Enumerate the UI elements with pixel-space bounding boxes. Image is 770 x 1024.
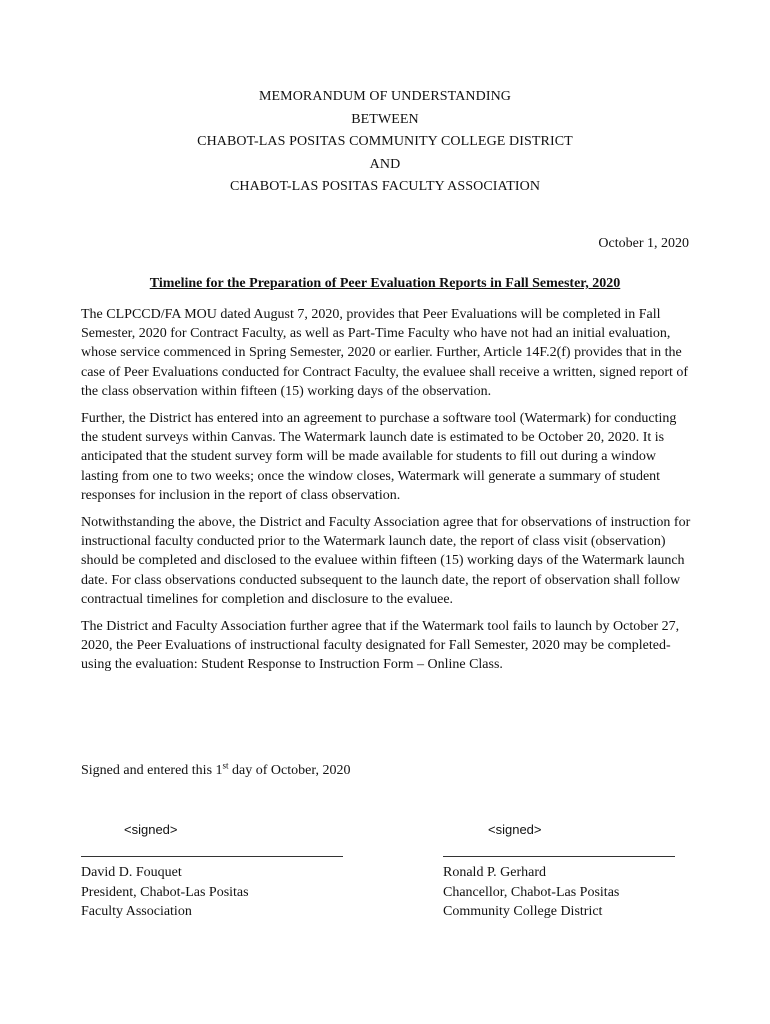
- signed-statement-ordinal: st: [222, 760, 229, 771]
- signatory-title: President, Chabot-Las Positas: [81, 884, 249, 900]
- signed-statement-suffix: day of October, 2020: [228, 763, 351, 778]
- body-paragraph: The CLPCCD/FA MOU dated August 7, 2020, provides that Peer Evaluations will be completed in Fall Semester, 2020 for Contract Faculty, as well as Part-Time Faculty who have not had an initial evaluation, whose service commenced in Spring Semester, 2020 or earlier. Further, Article 14F.2(f) provides that in the case of Peer Evaluations conducted for Contract Faculty, the evaluee shall receive a written, signed report of the class observation within fifteen (15) working days of the observation.: [81, 307, 689, 399]
- signature-block-left: [81, 822, 346, 922]
- header-line-district: CHABOT-LAS POSITAS COMMUNITY COLLEGE DISTRICT: [197, 134, 573, 149]
- signature-line: [443, 856, 675, 857]
- memo-body: [81, 305, 691, 675]
- signature-mark: <signed>: [488, 822, 542, 837]
- memo-date: October 1, 2020: [598, 236, 689, 251]
- body-paragraph: The District and Faculty Association further agree that if the Watermark tool fails to launch by October 27, 2020, the Peer Evaluations of instructional faculty designated for Fall Semester, 2020 may be completed-using the evaluation: Student Response to Instruction Form – Online Class.: [81, 619, 680, 673]
- header-line-between: BETWEEN: [351, 111, 419, 127]
- signatory-name: Ronald P. Gerhard: [443, 865, 547, 880]
- signed-statement-prefix: Signed and entered this 1: [81, 763, 223, 778]
- signature-mark: <signed>: [124, 822, 178, 837]
- header-line-and: AND: [369, 156, 401, 172]
- memo-title: Timeline for the Preparation of Peer Evaluation Reports in Fall Semester, 2020: [149, 276, 621, 291]
- signed-statement: [81, 760, 351, 779]
- signature-block-right: [443, 822, 683, 922]
- signatory-organization: Faculty Association: [81, 904, 192, 919]
- header-line-memorandum: MEMORANDUM OF UNDERSTANDING: [258, 89, 512, 104]
- header-line-association: CHABOT-LAS POSITAS FACULTY ASSOCIATION: [229, 179, 541, 194]
- signatory-name: David D. Fouquet: [81, 865, 182, 880]
- body-paragraph: Notwithstanding the above, the District and Faculty Association agree that for observations of instruction for instructional faculty conducted prior to the Watermark launch date, the report of class visit (observation) should be completed and disclosed to the evaluee within fifteen (15) working days of the Watermark launch date. For class observations conducted subsequent to the launch date, the report of observation shall follow contractual timelines for completion and disclosure to the evaluee.: [81, 515, 691, 607]
- memo-header: [0, 86, 770, 199]
- signatory-title: Chancellor, Chabot-Las Positas: [443, 884, 620, 900]
- signature-line: [81, 856, 343, 857]
- body-paragraph: Further, the District has entered into an agreement to purchase a software tool (Watermark) for conducting the student surveys within Canvas. The Watermark launch date is estimated to be October 20, 2020. It is anticipated that the student survey form will be made available for students to fill out during a window lasting from one to two weeks; once the window closes, Watermark will generate a summary of student responses for inclusion in the report of class observation.: [81, 411, 677, 503]
- signatory-organization: Community College District: [443, 904, 603, 919]
